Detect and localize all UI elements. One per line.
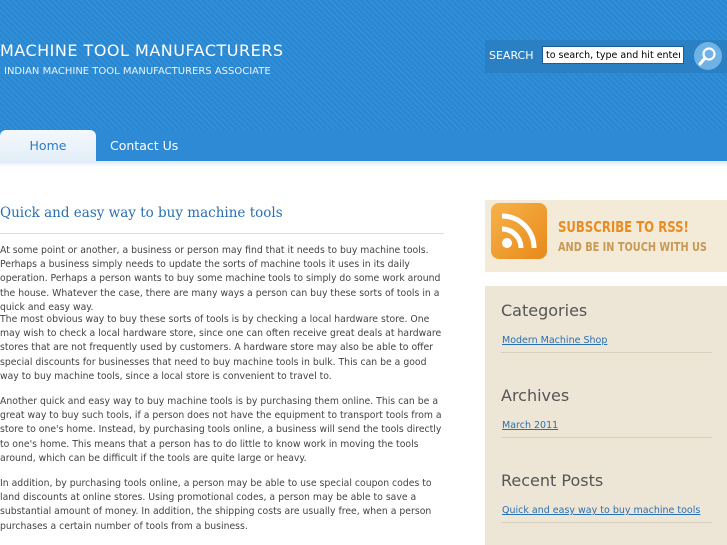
- recent-post-link[interactable]: Quick and easy way to buy machine tools: [502, 505, 701, 516]
- post-paragraph: The most obvious way to buy these sorts of tools is by checking a local hardware store. One may wish to check a local hardware store, since one can often receive great deals at hardware stores that are not frequently used by customers. A hardware store may also be able to offer special discounts for businesses that need to buy machine tools in bulk. This can be a good way to buy machine tools, since a local store is convenient to travel to.: [0, 314, 442, 382]
- post-paragraph: In addition, by purchasing tools online, a person may be able to use special coupon codes to land discounts at online stores. Using promotional codes, a person may be able to save a substantial amount of money. In addition, the shipping costs are usually free, when a person purchases a certain number of tools from a business.: [0, 478, 432, 532]
- sidebar-divider: [501, 522, 712, 523]
- rss-banner[interactable]: [485, 200, 727, 272]
- post-paragraph: Another quick and easy way to buy machine tools is by purchasing them online. This can be a great way to buy such tools, if a person does not have the equipment to transport tools from a store to one's home. Instead, by purchasing tools online, a business will send the tools directly to one's home. This means that a person has to do little to know work in moving the tools around, which can be difficult if the tools are quite large or heavy.: [0, 396, 442, 464]
- site-header: [0, 0, 727, 130]
- search-input[interactable]: [542, 46, 684, 64]
- post-divider: [0, 233, 444, 234]
- rss-text: [558, 217, 707, 257]
- post-title[interactable]: Quick and easy way to buy machine tools: [0, 205, 283, 221]
- search-label: SEARCH: [489, 49, 534, 62]
- post-paragraph: At some point or another, a business or person may find that it needs to buy machine tools. Perhaps a business simply needs to update the sorts of machine tools it uses in its daily operation. Perhaps a person wants to buy some machine tools to simply do some work around the house. Whatever the case, there are many ways a person can buy these sorts of tools in a quick and easy way.: [0, 245, 441, 313]
- recent-posts-heading: Recent Posts: [501, 471, 604, 490]
- rss-headline: SUBSCRIBE TO RSS!: [558, 218, 689, 236]
- categories-heading: Categories: [501, 301, 588, 320]
- rss-subline: AND BE IN TOUCH WITH US: [558, 239, 707, 254]
- nav-divider: [0, 161, 727, 167]
- magnifier-icon: [697, 45, 719, 67]
- nav-home-tab[interactable]: Home: [0, 130, 96, 161]
- main-nav: [0, 130, 727, 161]
- search-button[interactable]: [694, 42, 722, 70]
- archives-heading: Archives: [501, 386, 570, 405]
- category-link[interactable]: Modern Machine Shop: [502, 335, 608, 346]
- sidebar-divider: [501, 437, 712, 438]
- site-title[interactable]: MACHINE TOOL MANUFACTURERS: [0, 41, 284, 60]
- sidebar-divider: [501, 352, 712, 353]
- nav-contact-tab[interactable]: Contact Us: [110, 138, 179, 153]
- archive-link[interactable]: March 2011: [502, 420, 559, 431]
- site-tagline: INDIAN MACHINE TOOL MANUFACTURERS ASSOCIATE: [4, 66, 271, 77]
- search-box: [485, 40, 727, 73]
- rss-feed-icon: [491, 203, 547, 259]
